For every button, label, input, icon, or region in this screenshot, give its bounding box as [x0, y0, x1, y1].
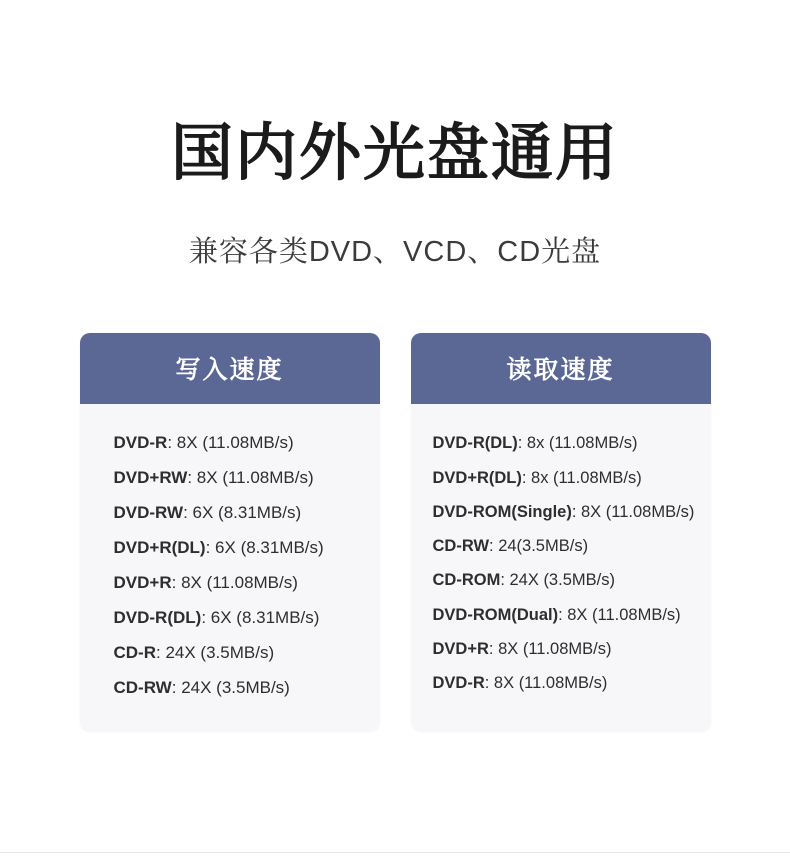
spec-value: 8X (11.08MB/s): [196, 468, 314, 488]
spec-value: 24X (3.5MB/s): [509, 571, 615, 590]
spec-card-read: [411, 333, 711, 732]
spec-row: DVD-ROM(Single): 8X (11.08MB/s): [432, 502, 695, 521]
spec-label: CD-RW: [432, 537, 490, 556]
spec-label: DVD+R: [432, 639, 489, 658]
spec-label: DVD-R: [432, 674, 485, 693]
spec-label: DVD+R(DL): [432, 468, 522, 487]
spec-label: DVD-R: [113, 433, 168, 453]
spec-row: DVD-R(DL): 6X (8.31MB/s): [113, 607, 320, 627]
spec-row: DVD-R: 8X (11.08MB/s): [113, 433, 294, 453]
spec-cards: [0, 333, 790, 732]
spec-row: DVD-R(DL): 8x (11.08MB/s): [432, 434, 638, 453]
spec-label: DVD+RW: [113, 468, 188, 488]
spec-label: DVD-ROM(Dual): [432, 605, 559, 624]
spec-value: 8X (11.08MB/s): [498, 639, 612, 658]
spec-value: 6X (8.31MB/s): [215, 538, 324, 558]
spec-value: 8X (11.08MB/s): [176, 433, 294, 453]
spec-value: 8X (11.08MB/s): [581, 502, 695, 521]
spec-card-write: [80, 333, 380, 732]
spec-row: DVD+R: 8X (11.08MB/s): [113, 573, 298, 592]
spec-label: DVD+R: [113, 573, 172, 592]
spec-card-read-title: 读取速度: [411, 333, 711, 404]
spec-label: CD-R: [113, 642, 156, 662]
spec-row: DVD+R(DL): 6X (8.31MB/s): [113, 538, 324, 558]
spec-row: DVD+RW: 8X (11.08MB/s): [113, 468, 314, 488]
page-subtitle: 兼容各类DVD、VCD、CD光盘: [188, 236, 602, 269]
spec-card-read-body: [411, 404, 711, 726]
spec-value: 24X (3.5MB/s): [181, 677, 290, 697]
spec-row: CD-R: 24X (3.5MB/s): [113, 642, 275, 662]
spec-row: CD-RW: 24(3.5MB/s): [432, 537, 589, 556]
spec-value: 8X (11.08MB/s): [493, 674, 608, 693]
spec-label: DVD-R(DL): [113, 607, 202, 627]
spec-value: 8x (11.08MB/s): [531, 468, 642, 487]
spec-card-write-title: 写入速度: [80, 333, 380, 404]
spec-label: DVD-RW: [113, 503, 184, 523]
spec-row: DVD-ROM(Dual): 8X (11.08MB/s): [432, 605, 681, 624]
spec-value: 8X (11.08MB/s): [567, 605, 681, 624]
spec-value: 24X (3.5MB/s): [165, 642, 275, 662]
spec-label: DVD+R(DL): [113, 538, 206, 558]
spec-row: DVD-RW: 6X (8.31MB/s): [113, 503, 302, 523]
spec-row: DVD+R: 8X (11.08MB/s): [432, 639, 612, 658]
spec-label: CD-RW: [113, 677, 172, 697]
spec-value: 8x (11.08MB/s): [526, 434, 638, 453]
spec-value: 8X (11.08MB/s): [181, 573, 298, 592]
spec-row: DVD+R(DL): 8x (11.08MB/s): [432, 468, 642, 487]
page-title: 国内外光盘通用: [170, 118, 619, 188]
spec-value: 6X (8.31MB/s): [210, 607, 320, 627]
bottom-divider: [0, 852, 790, 853]
spec-label: DVD-R(DL): [432, 434, 518, 453]
spec-value: 6X (8.31MB/s): [192, 503, 302, 523]
spec-row: DVD-R: 8X (11.08MB/s): [432, 674, 608, 693]
spec-label: CD-ROM: [432, 571, 501, 590]
promo-page: [0, 42, 790, 864]
spec-value: 24(3.5MB/s): [498, 537, 589, 556]
spec-card-write-body: [80, 404, 380, 732]
spec-row: CD-RW: 24X (3.5MB/s): [113, 677, 290, 697]
spec-row: CD-ROM: 24X (3.5MB/s): [432, 571, 615, 590]
spec-label: DVD-ROM(Single): [432, 502, 572, 521]
